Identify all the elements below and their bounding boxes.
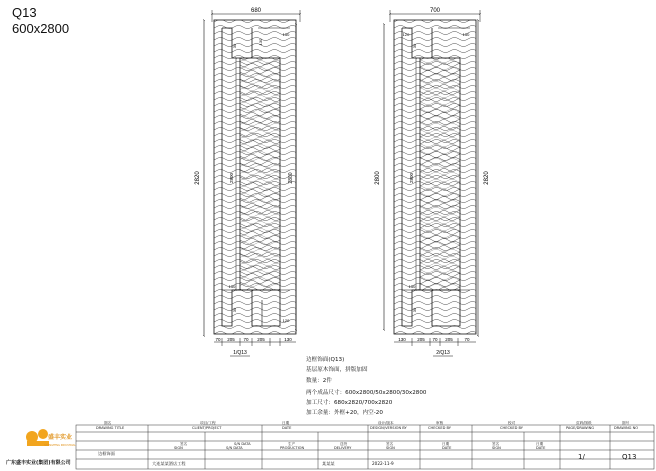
tb-sub-en-1: S/N DATA: [226, 446, 243, 450]
v1-top-mid: 130: [258, 38, 263, 46]
v1-bottom-right: 120: [282, 318, 290, 323]
tb-drawing-no-value: Q13: [622, 453, 637, 461]
company-name: 广东盛丰实业(集团)有限公司: [6, 460, 71, 466]
tb-sub-en-6: SIGN: [492, 446, 501, 450]
tb-sub-en-3: DELIVERY: [334, 446, 352, 450]
tb-h8-en: DRAWING NO: [614, 426, 639, 430]
tb-sub-en-2: PRODUCTION: [280, 446, 305, 450]
view-1-frame: [204, 10, 300, 346]
tb-h4-en: DESIGN/VERSION BY: [370, 426, 407, 430]
company-logo: [24, 428, 76, 450]
v1-height-inner: 2800: [229, 172, 234, 184]
v1-label: 1/Q13: [233, 350, 247, 356]
v2-top-right: 150: [462, 32, 470, 37]
tb-sub-3: 生产: [288, 442, 296, 446]
v1-top-width: 680: [250, 8, 262, 14]
tb-designer-value: 某某某: [322, 461, 335, 466]
v2-label: 2/Q13: [436, 350, 450, 356]
tb-h3-cn: 日期: [282, 421, 290, 425]
tb-sub-0: 签名: [180, 442, 188, 446]
tb-sub-1: S/N DATA: [234, 442, 251, 446]
tb-h8-cn: 图号: [622, 421, 630, 425]
v2-bottom-small: 30: [412, 307, 417, 313]
v1-bdim-4: 130: [284, 337, 292, 342]
v1-bottom-mid: 150: [228, 284, 236, 289]
tb-h7-cn: 页码/图纸: [576, 421, 592, 425]
tb-project-value: 大连某某酒店工程: [152, 461, 186, 466]
v1-bottom-small: 30: [232, 307, 237, 313]
tb-sub-en-4: SIGN: [386, 446, 395, 450]
tb-date-value: 2022-11-9: [372, 461, 394, 466]
tb-h6-cn: 校对: [508, 421, 516, 425]
note-line-5: 加工余量：外框+20，内空-20: [306, 410, 383, 416]
tb-h1-en: CLIENT/PROJECT: [192, 426, 222, 430]
note-line-4: 加工尺寸：680x2820/700x2820: [306, 400, 393, 406]
tb-sub-4: 送货: [340, 442, 348, 446]
tb-sub-10: 日期: [536, 442, 544, 446]
tb-sub-7: 签名: [386, 442, 394, 446]
tb-sub-9: 签名: [492, 442, 500, 446]
tb-h0-en: DRAWING TITLE: [96, 426, 125, 430]
tb-h5-cn: 审核: [436, 421, 444, 425]
v1-bdim-2: 70: [243, 337, 249, 342]
v2-bdim-3: 205: [445, 337, 453, 342]
v2-height-left: 2800: [375, 171, 381, 185]
tb-h3-en: DATE: [282, 426, 292, 430]
v2-height-inner: 2800: [409, 172, 414, 184]
v2-top-width: 700: [429, 8, 441, 14]
note-line-2: 数量：2件: [306, 378, 332, 384]
logo-text: 盛丰实业: [47, 434, 73, 441]
v1-top-right: 150: [282, 32, 290, 37]
v1-height-right: 2800: [288, 172, 294, 184]
v2-bdim-1: 205: [417, 337, 425, 342]
v2-top-mid: 120: [402, 32, 410, 37]
tb-sub-8: 日期: [442, 442, 450, 446]
v1-bdim-3: 205: [257, 337, 265, 342]
tb-h1-cn: 项目/工程: [200, 421, 216, 425]
tb-h5-en: CHECKED BY: [428, 426, 451, 430]
tb-page-value: 1/: [578, 453, 585, 461]
logo-sub: SHENGFENG INDUSTRIAL: [44, 444, 76, 447]
note-line-0: 边框饰面(Q13): [306, 357, 345, 363]
drawing-size: 600x2800: [12, 21, 70, 36]
v1-top-small: 30: [232, 43, 237, 49]
v1-bdim-1: 205: [227, 337, 235, 342]
view-2-frame: [384, 10, 480, 346]
tb-h4-cn: 设计/版本: [378, 421, 394, 425]
tb-h0-cn: 图名: [104, 421, 112, 425]
tb-title-value: 边框饰面: [98, 451, 115, 456]
v2-bottom-mid: 150: [408, 284, 416, 289]
drawing-code: Q13: [12, 5, 37, 20]
v1-bdim-0: 70: [215, 337, 221, 342]
tb-h7-en: PAGE/DRAWING: [566, 426, 595, 430]
note-line-3: 两个成品尺寸：600x2800/50x2800/30x2800: [306, 390, 427, 396]
v2-bdim-2: 70: [432, 337, 438, 342]
note-line-1: 基层原木饰面，拼版加固: [306, 367, 368, 373]
v2-top-small: 30: [412, 43, 417, 49]
logo-icon: [24, 428, 76, 450]
v1-height-left: 2820: [195, 171, 201, 185]
v2-height-right: 2820: [484, 171, 490, 185]
tb-sub-en-5: DATE: [442, 446, 452, 450]
tb-h6-en: CHECKED BY: [500, 426, 523, 430]
tb-sub-en-7: DATE: [536, 446, 546, 450]
tb-sub-en-0: SIGN: [174, 446, 183, 450]
v2-bdim-0: 130: [398, 337, 406, 342]
v2-bdim-4: 70: [464, 337, 470, 342]
